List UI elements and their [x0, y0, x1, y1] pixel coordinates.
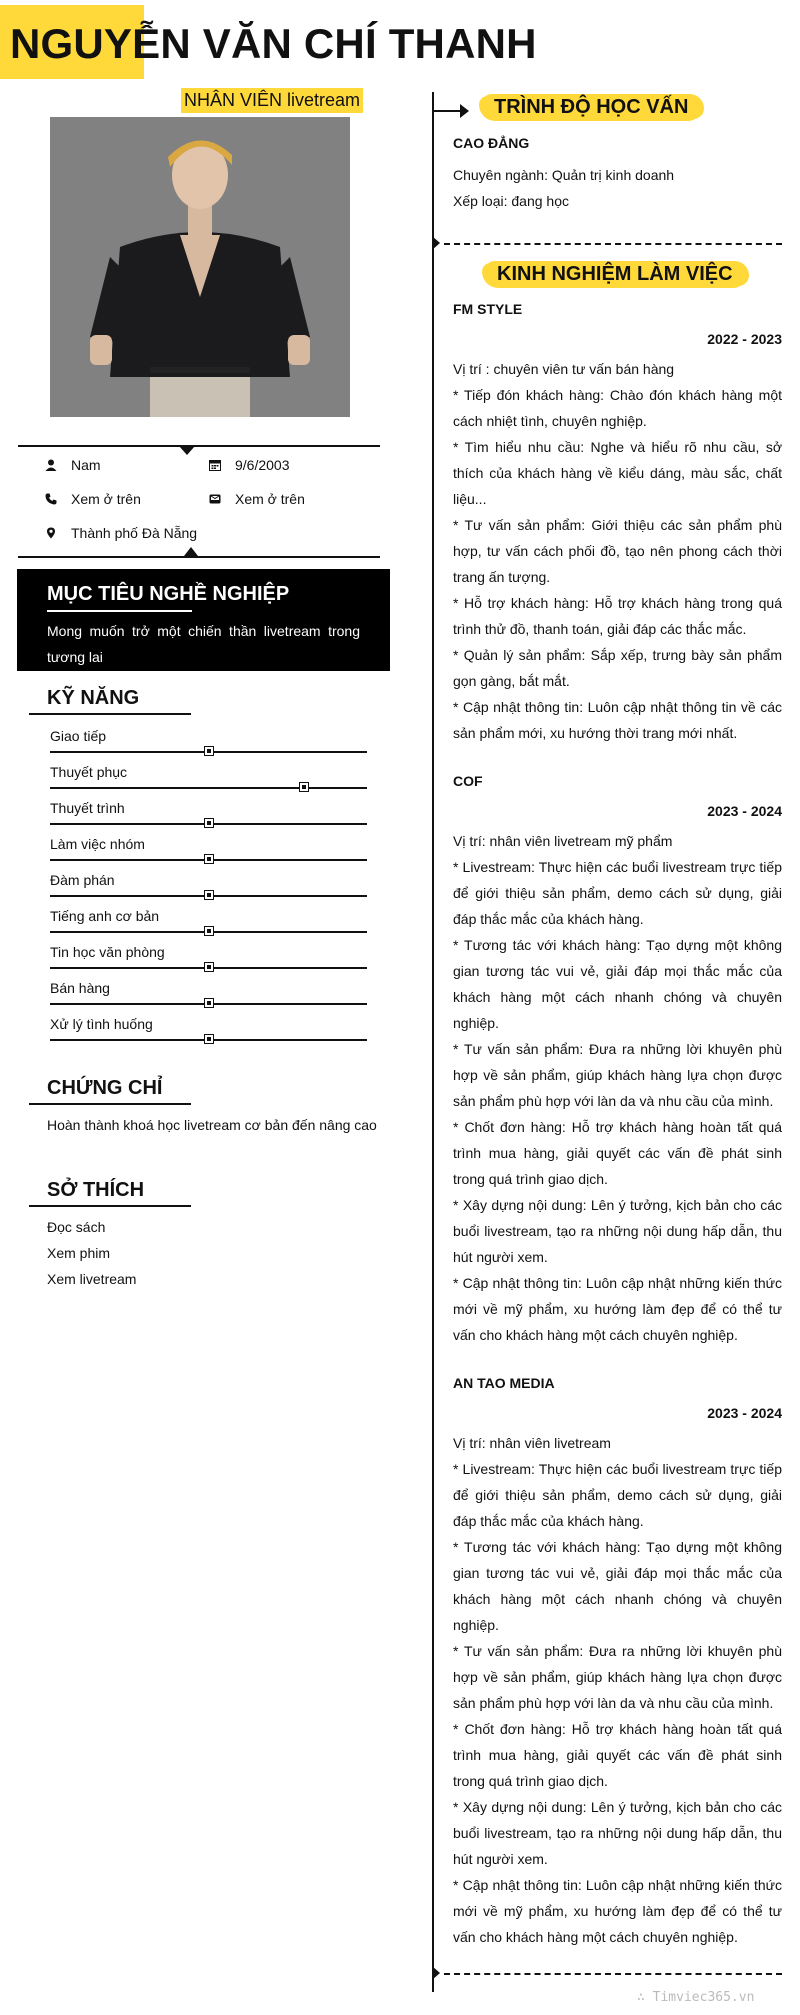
contact-divider-bottom: [18, 556, 380, 558]
experience-position: Vị trí: nhân viên livetream: [453, 1435, 611, 1451]
email-value: Xem ở trên: [235, 491, 305, 507]
experience-period: 2023 - 2024: [707, 803, 782, 819]
experience-bullet: * Quản lý sản phẩm: Sắp xếp, trưng bày sản phẩm gọn gàng, bắt mắt.: [453, 647, 782, 689]
profile-photo-illustration: [50, 117, 350, 417]
skills-title: KỸ NĂNG: [47, 687, 140, 709]
experience-bullet: * Chốt đơn hàng: Hỗ trợ khách hàng hoàn tất quá trình mua hàng, giải quyết các vấn đề phát sinh trong quá trình giao dịch.: [453, 1119, 782, 1187]
experience-bullet: * Livestream: Thực hiện các buổi livestream trực tiếp để giới thiệu sản phẩm, demo cách sử dụng, giải đáp thắc mắc của khách hàng.: [453, 1461, 782, 1529]
contact-gender: [45, 457, 101, 473]
skills-title-underline: [29, 713, 191, 715]
skill-label: Đàm phán: [50, 872, 115, 888]
experience-item: [453, 296, 782, 746]
experience-bullet: * Cập nhật thông tin: Luôn cập nhật những kiến thức mới về mỹ phẩm, xu hướng làm đẹp để có thể tư vấn cho khách hàng một cách chuyên nghiệp.: [453, 1877, 782, 1945]
hobbies-title: SỞ THÍCH: [47, 1179, 145, 1201]
certificates-title: CHỨNG CHỈ: [47, 1077, 163, 1099]
candidate-name: NGUYỄN VĂN CHÍ THANH: [10, 20, 537, 67]
section-dashed-divider: [444, 243, 782, 245]
hobby-item: Đọc sách: [47, 1219, 106, 1235]
experience-bullet: * Tương tác với khách hàng: Tạo dựng một không gian tương tác vui vẻ, giải đáp mọi thắc mắc của khách hàng một cách nhanh chóng và chuyên nghiệp.: [453, 1539, 782, 1633]
experience-bullet: * Tương tác với khách hàng: Tạo dựng một không gian tương tác vui vẻ, giải đáp mọi thắc mắc của khách hàng một cách nhanh chóng và chuyên nghiệp.: [453, 937, 782, 1031]
skill-label: Tiếng anh cơ bản: [50, 908, 160, 924]
experience-bullet: * Tìm hiểu nhu cầu: Nghe và hiểu rõ nhu cầu, sở thích của khách hàng về kiểu dáng, màu sắc, chất liệu...: [453, 439, 782, 507]
education-title: TRÌNH ĐỘ HỌC VẤN: [482, 94, 700, 121]
profile-photo: [50, 117, 350, 417]
experience-bullet: * Cập nhật thông tin: Luôn cập nhật những kiến thức mới về mỹ phẩm, xu hướng làm đẹp để có thể tư vấn cho khách hàng một cách chuyên nghiệp.: [453, 1275, 782, 1343]
contact-address: [45, 525, 197, 541]
job-title: NHÂN VIÊN livetream: [181, 88, 363, 113]
experience-company: AN TAO MEDIA: [453, 1375, 555, 1391]
experience-title: KINH NGHIỆM LÀM VIỆC: [485, 261, 745, 288]
skill-label: Thuyết phục: [50, 764, 128, 780]
hobby-item: Xem livetream: [47, 1271, 137, 1287]
skill-level-knob: [204, 962, 214, 972]
timeline-arrow-line: [432, 110, 462, 112]
skill-level-knob: [204, 854, 214, 864]
education-major: Chuyên ngành: Quản trị kinh doanh: [453, 167, 675, 183]
skill-level-knob: [204, 746, 214, 756]
experience-period: 2023 - 2024: [707, 1405, 782, 1421]
experience-period: 2022 - 2023: [707, 331, 782, 347]
experience-company: FM STYLE: [453, 301, 523, 317]
contact-birthday: [209, 457, 290, 473]
skill-level-knob: [204, 926, 214, 936]
experience-bullet: * Xây dựng nội dung: Lên ý tưởng, kịch bản cho các buổi livestream, tạo ra những nội dung hấp dẫn, thu hút người xem.: [453, 1197, 782, 1265]
certificates-title-underline: [29, 1103, 191, 1105]
user-icon: [45, 459, 57, 471]
skill-level-knob: [204, 818, 214, 828]
timeline-marker-icon: [432, 1966, 440, 1980]
objective-section: [17, 569, 390, 671]
experience-bullet: * Xây dựng nội dung: Lên ý tưởng, kịch bản cho các buổi livestream, tạo ra những nội dung hấp dẫn, thu hút người xem.: [453, 1799, 782, 1867]
objective-title: MỤC TIÊU NGHỀ NGHIỆP: [47, 583, 290, 605]
calendar-icon: [209, 459, 221, 471]
birthday-value: 9/6/2003: [235, 457, 290, 473]
experience-bullet: * Tiếp đón khách hàng: Chào đón khách hàng một cách nhiệt tình, chuyên nghiệp.: [453, 387, 782, 429]
skill-level-knob: [204, 1034, 214, 1044]
experience-company: COF: [453, 773, 483, 789]
certificate-item: Hoàn thành khoá học livetream cơ bản đến nâng cao: [47, 1117, 377, 1133]
skill-label: Thuyết trình: [50, 800, 125, 816]
gender-value: Nam: [71, 457, 101, 473]
address-value: Thành phố Đà Nẵng: [71, 525, 198, 541]
phone-icon: [45, 493, 57, 505]
phone-value: Xem ở trên: [71, 491, 141, 507]
experience-section: [453, 296, 782, 1950]
experience-bullet: * Cập nhật thông tin: Luôn cập nhật thông tin về các sản phẩm mới, xu hướng thời trang mới nhất.: [453, 699, 782, 741]
timeline-marker-icon: [432, 236, 440, 250]
hobbies-title-underline: [29, 1205, 191, 1207]
section-dashed-divider: [444, 1973, 782, 1975]
contact-email: [209, 491, 305, 507]
experience-item: [453, 768, 782, 1348]
contact-phone: [45, 491, 141, 507]
experience-bullet: * Hỗ trợ khách hàng: Hỗ trợ khách hàng trong quá trình thử đồ, thanh toán, giải đáp các thắc mắc.: [453, 595, 782, 637]
timeline-line: [432, 92, 434, 1992]
skill-label: Tin học văn phòng: [50, 944, 165, 960]
skill-level-knob: [299, 782, 309, 792]
skill-level-knob: [204, 890, 214, 900]
map-pin-icon: [45, 527, 57, 539]
envelope-icon: [209, 493, 221, 505]
experience-bullet: * Chốt đơn hàng: Hỗ trợ khách hàng hoàn tất quá trình mua hàng, giải quyết các vấn đề phát sinh trong quá trình giao dịch.: [453, 1721, 782, 1789]
skill-label: Giao tiếp: [50, 728, 107, 744]
watermark: ∴ Timviec365.vn: [637, 1990, 755, 2005]
skill-bar: [50, 787, 367, 789]
skill-label: Làm việc nhóm: [50, 836, 145, 852]
experience-item: [453, 1370, 782, 1950]
experience-bullet: * Livestream: Thực hiện các buổi livestream trực tiếp để giới thiệu sản phẩm, demo cách sử dụng, giải đáp thắc mắc của khách hàng.: [453, 859, 782, 927]
experience-bullet: * Tư vấn sản phẩm: Đưa ra những lời khuyên phù hợp về sản phẩm, giúp khách hàng lựa chọn được sản phẩm phù hợp với làn da và nhu cầu của mình.: [453, 1643, 782, 1711]
hobby-item: Xem phim: [47, 1245, 111, 1261]
experience-bullet: * Tư vấn sản phẩm: Giới thiệu các sản phẩm phù hợp, tư vấn cách phối đồ, tạo nên phong cách thời trang ấn tượng.: [453, 517, 782, 585]
triangle-down-icon: [179, 446, 195, 455]
experience-position: Vị trí : chuyên viên tư vấn bán hàng: [453, 361, 675, 377]
education-school: CAO ĐẲNG: [453, 135, 530, 151]
experience-bullet: * Tư vấn sản phẩm: Đưa ra những lời khuyên phù hợp về sản phẩm, giúp khách hàng lựa chọn được sản phẩm phù hợp với làn da và nhu cầu của mình.: [453, 1041, 782, 1109]
triangle-up-icon: [184, 547, 198, 556]
education-grade: Xếp loại: đang học: [453, 193, 569, 209]
arrow-right-icon: [460, 104, 469, 118]
skill-level-knob: [204, 998, 214, 1008]
education-section: [453, 130, 782, 214]
contact-divider-top: [18, 445, 380, 447]
skill-label: Xử lý tình huống: [50, 1016, 153, 1032]
experience-position: Vị trí: nhân viên livetream mỹ phẩm: [453, 833, 673, 849]
objective-text: Mong muốn trở một chiến thần livetream trong tương lai: [47, 623, 360, 665]
skill-label: Bán hàng: [50, 980, 110, 996]
